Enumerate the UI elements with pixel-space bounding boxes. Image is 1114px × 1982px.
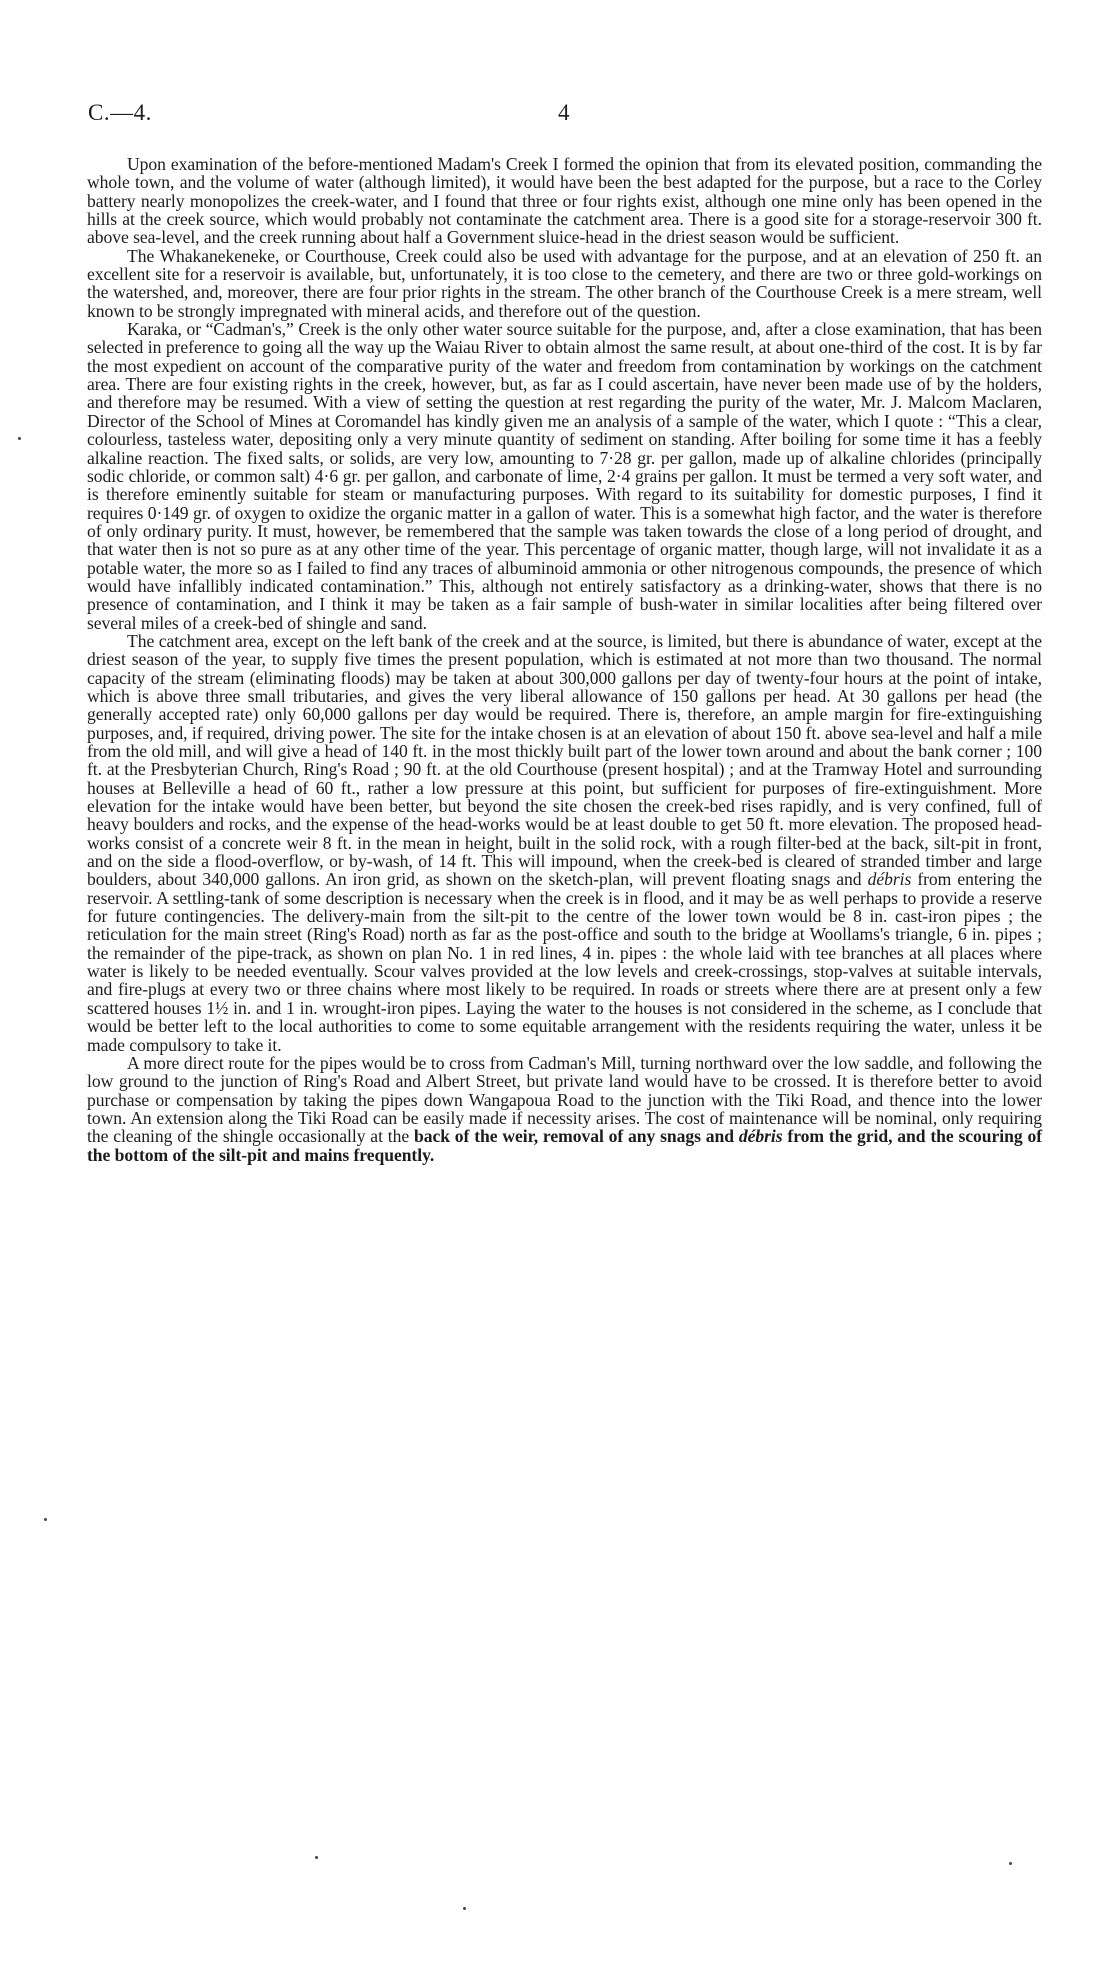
body-text — [87, 155, 1042, 1164]
page-header — [88, 100, 1048, 130]
debris-word: débris — [867, 869, 912, 890]
pipe-route-text: A more direct route for the pipes would be to cross from Cadman's Mill, turning northward over the low saddle, and following the low ground to the junction of Ring's Road and Albert Street, but private land would have to be crossed. It is therefore better to avoid purchase or compensation by taking the pipes down Wangapoua Road to the junction with the Tiki Road, and thence into the lower town. An extension along the Tiki Road can be easily made if necessity arises. The cost of maintenance will be nominal, only requiring the cleaning of the shingle occasionally at the — [87, 1052, 1042, 1147]
paragraph-pipe-route — [87, 1054, 1042, 1164]
paragraph-madams-creek: Upon examination of the before-mentioned Madam's Creek I formed the opinion that from its elevated position, commanding the whole town, and the volume of water (although limited), it would have been the best adapted for the purpose, but a race to the Corley battery nearly monopolizes the creek-water, and I found that three or four rights exist, although one mine only has been opened in the hills at the creek source, which would probably not contaminate the catchment area. There is a good site for a storage-reservoir 300 ft. above sea-level, and the creek running about half a Government sluice-head in the driest season would be sufficient. — [87, 154, 1042, 248]
catchment-text-part-2: from entering the reservoir. A settling-tank of some description is necessary when the creek is in flood, and it may be as well perhaps to provide a reserve for future contingencies. The delivery-main from the silt-pit to the centre of the lower town would be 8 in. cast-iron pipes ; the reticulation for the main street (Ring's Road) north as far as the post-office and south to the bridge at Woollams's triangle, 6 in. pipes ; the remainder of the pipe-track, as shown on plan No. 1 in red lines, 4 in. pipes : the whole laid with tee branches at all places where water is likely to be needed eventually. Scour valves provided at the low levels and creek-crossings, stop-valves at suitable intervals, and fire-plugs at every two or three chains where most likely to be required. In roads or streets where there are at present only a few scattered houses 1½ in. and 1 in. wrought-iron pipes. Laying the water to the houses is not considered in the scheme, as I conclude that would be better left to the local authorities to come to some equitable arrangement with the residents requiring the water, unless it be made compulsory to take it. — [87, 869, 1042, 1055]
pipe-route-bold-part-2: from the grid, and the scouring of the bottom of the silt-pit and mains frequently. — [87, 1126, 1043, 1165]
catchment-text-part-1: The catchment area, except on the left bank of the creek and at the source, is limited, but there is abundance of water, except at the driest season of the year, to supply five times the present population, which is estimated at not more than two thousand. The normal capacity of the stream (eliminating floods) may be taken at about 300,000 gallons per day of twenty-four hours at the point of intake, which is above three small tributaries, and gives the very liberal allowance of 150 gallons per head. At 30 gallons per head (the generally accepted rate) only 60,000 gallons per day would be required. There is, therefore, an ample margin for fire-extinguishing purposes, and, if required, driving power. The site for the intake chosen is at an elevation of about 150 ft. above sea-level and half a mile from the old mill, and will give a head of 140 ft. in the most thickly built part of the lower town around and about the bank corner ; 100 ft. at the Presbyterian Church, Ring's Road ; 90 ft. at the old Courthouse (present hospital) ; and at the Tramway Hotel and surrounding houses at Belleville a head of 60 ft., rather a low pressure at this point, but sufficient for purposes of fire-extinguishment. More elevation for the intake would have been better, but beyond the site chosen the creek-bed rises rapidly, and is very confined, full of heavy boulders and rocks, and the expense of the head-works would be at least double to get 50 ft. more elevation. The proposed head-works consist of a concrete weir 8 ft. in the mean in height, built in the solid rock, with a rough filter-bed at the back, silt-pit in front, and on the side a flood-overflow, or by-wash, of 14 ft. This will impound, when the creek-bed is cleared of stranded timber and large boulders, about 340,000 gallons. An iron grid, as shown on the sketch-plan, will prevent floating snags and — [87, 630, 1042, 890]
document-reference: C.—4. — [88, 100, 152, 125]
pipe-route-bold-part-1: back of the weir, removal of any snags and — [413, 1126, 735, 1147]
scan-speck — [315, 1856, 318, 1859]
scan-speck — [1009, 1862, 1012, 1865]
page-number: 4 — [558, 100, 570, 125]
paragraph-courthouse-creek: The Whakanekeneke, or Courthouse, Creek could also be used with advantage for the purpose, and at an elevation of 250 ft. an excellent site for a reservoir is available, but, unfortunately, it is too close to the cemetery, and there are two or three gold-workings on the watershed, and, moreover, there are four prior rights in the stream. The other branch of the Courthouse Creek is a mere stream, well known to be strongly impregnated with mineral acids, and therefore out of the question. — [87, 245, 1042, 321]
scan-speck — [18, 437, 21, 440]
debris-word-bold: débris — [738, 1126, 783, 1147]
scan-speck — [463, 1907, 466, 1910]
scan-speck — [44, 1518, 47, 1521]
paragraph-catchment-area — [87, 632, 1042, 1054]
paragraph-karaka-creek: Karaka, or “Cadman's,” Creek is the only other water source suitable for the purpose, and, after a close examination, that has been selected in preference to going all the way up the Waiau River to obtain almost the same result, at about one-third of the cost. It is by far the most expedient on account of the comparative purity of the water and freedom from contamination by workings on the catchment area. There are four existing rights in the creek, however, but, as far as I could ascertain, have never been made use of by the holders, and therefore may be resumed. With a view of setting the question at rest regarding the purity of the water, Mr. J. Malcom Maclaren, Director of the School of Mines at Coromandel has kindly given me an analysis of a sample of the water, which I quote : “This a clear, colourless, tasteless water, depositing only a very minute quantity of sediment on standing. After boiling for some time it has a feebly alkaline reaction. The fixed salts, or solids, are very low, amounting to 7·28 gr. per gallon, made up of alkaline chlorides (principally sodic chloride, or common salt) 4·6 gr. per gallon, and carbonate of lime, 2·4 grains per gallon. It must be termed a very soft water, and is therefore eminently suitable for steam or manufacturing purposes. With regard to its suitability for domestic purposes, I find it requires 0·149 gr. of oxygen to oxidize the organic matter in a gallon of water. This is a somewhat high factor, and the water is therefore of only ordinary purity. It must, however, be remembered that the sample was taken towards the close of a long period of drought, and that water then is not so pure as at any other time of the year. This percentage of organic matter, though large, will not invalidate it as a potable water, the more so as I failed to find any traces of albuminoid ammonia or other nitrogenous compounds, the presence of which would have infallibly indicated contamination.” This, although not entirely satisfactory as a drinking-water, shows that there is no presence of contamination, and I think it may be taken as a fair sample of bush-water in similar localities after being filtered over several miles of a creek-bed of shingle and sand. — [87, 319, 1042, 633]
